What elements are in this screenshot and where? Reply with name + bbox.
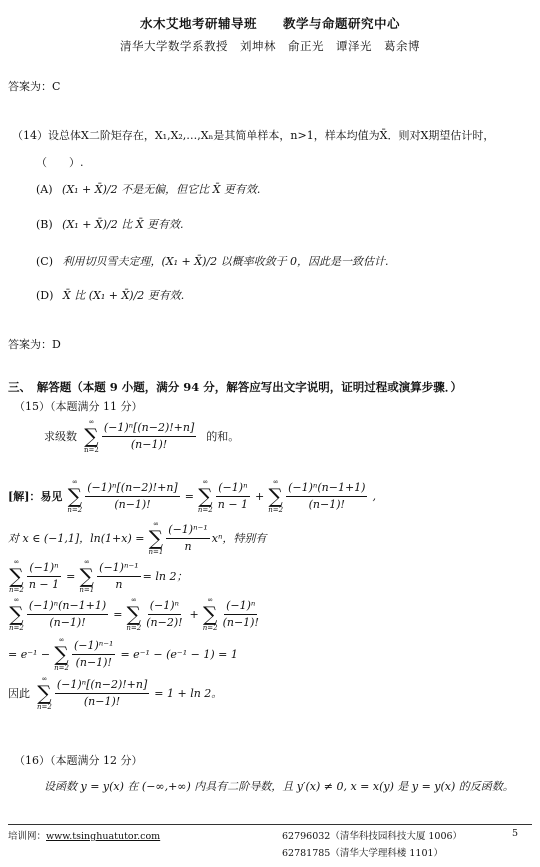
summation-symbol: ∞ ∑ n=2 [84,418,99,454]
q14-option-b [36,216,184,232]
q16-label: （16）（本题满分 12 分） [14,754,143,767]
summation-symbol: ∞ ∑ n=2 [37,675,52,711]
q15-solution-line-2 [8,520,266,556]
conclusion-result: = 1 + ln 2。 [154,687,223,700]
option-text: X̄ 比 (X₁ + X̄)/2 更有效. [62,289,185,302]
fraction: $\frac{\text{(−1)ⁿ}}{n - 1}$ [28,560,60,591]
summation-symbol: ∞ ∑ n=2 [268,478,284,514]
footer-phone-1: 62796032（清华科技园科技大厦 1006） [282,831,463,842]
sum-upper: ∞ [88,418,95,426]
answer-13: 答案为：C [8,80,61,93]
line-2-suffix: xⁿ，特别有 [211,532,267,545]
fraction: $\frac{\text{(−1)ⁿ}}{(n-1)!}$ [222,598,259,629]
fraction: $\frac{\text{(−1)ⁿ}}{(n-2)!}$ [146,598,183,629]
summation-symbol: ∞ ∑ n=2 [9,558,24,594]
q14-option-c [36,253,389,269]
option-label: (B) [36,218,53,231]
fraction: $\frac{\text{(−1)ⁿ(n−1+1)}}{(n-1)!}$ [288,480,366,511]
line-3-result: = ln 2； [142,570,188,583]
fraction: $\frac{\text{(−1)ⁿ[(n−2)!+n]}}{(n-1)!}$ [87,480,178,511]
conclusion-prefix: 因此 [8,687,30,700]
sum-lower: n=2 [84,446,99,454]
option-text: 利用切贝雪夫定理，(X₁ + X̄)/2 以概率收敛于 0，因此是一致估计. [62,255,389,268]
footer-site [8,828,160,842]
q15-solution-line-5 [8,636,238,672]
fraction: $\frac{\text{(−1)ⁿ⁻¹}}{(n-1)!}$ [73,638,114,669]
option-text: (X₁ + X̄)/2 比 X̄ 更有效. [62,218,184,231]
option-text: (X₁ + X̄)/2 不是无偏，但它比 X̄ 更有效. [62,183,261,196]
q15-question [44,418,239,454]
footer-phone-2: 62781785（清华大学理科楼 1101） [282,848,444,859]
summation-symbol: ∞ ∑ n=2 [126,596,142,632]
denominator: (n−1)! [130,437,168,451]
option-label: (A) [36,183,53,196]
line-5-prefix: = e⁻¹ − [8,647,51,661]
option-label: (C) [36,255,53,268]
summation-symbol: ∞ ∑ n=2 [9,596,24,632]
q15-solution-line-3: ∞ ∑ n=2 $\frac{\text{(−1)ⁿ}}{n - 1}$ = ∞ ∑ n=1 $\frac{\text{(−1)ⁿ⁻¹}}{n}$ = ln 2； [9,558,188,594]
summation-symbol: ∞ ∑ n=2 [202,596,218,632]
q15-fraction [102,421,196,452]
fraction: $\frac{\text{(−1)ⁿ⁻¹}}{n}$ [99,560,139,591]
site-label: 培训网： [8,831,47,842]
q15-solution-line-4: ∞ ∑ n=2 $\frac{\text{(−1)ⁿ(n−1+1)}}{(n-1)!}$ = ∞ ∑ n=2 $\frac{\text{(−1)ⁿ}}{(n-2)!}$ + ∞ ∑ n=2 $\frac{\text{(−1)ⁿ}}{(n-1)!}$ [9,596,259,632]
page-number: 5 [512,828,519,839]
q15-solution-line-1: [解]：易见 ∞ ∑ n=2 $\frac{\text{(−1)ⁿ[(n−2)!+n]}}{(n-1)!}$ = ∞ ∑ n=2 $\frac{\text{(−1)ⁿ}}{n - 1}$ + ∞ ∑ n=2 $\frac{\text{(−1)ⁿ(n−1+1)}}{(n-1)!}$ , [8,478,376,514]
summation-symbol: ∞ ∑ n=1 [79,558,95,594]
q15-ask-prefix: 求级数 [44,430,77,443]
q16-text: 设函数 y = y(x) 在 (−∞,+∞) 内具有二阶导数，且 y′(x) ≠ 0, x = x(y) 是 y = y(x) 的反函数。 [44,780,514,793]
option-label: (D) [36,289,54,302]
section-3-heading: 三、 解答题（本题 9 小题，满分 94 分，解答应写出文字说明，证明过程或演算步骤．） [8,380,463,394]
line-5-result: = e⁻¹ − (e⁻¹ − 1) = 1 [120,647,238,661]
header-authors: 清华大学数学系教授 刘坤林 俞正光 谭泽光 葛余博 [120,39,420,53]
fraction: $\frac{\text{(−1)ⁿ(n−1+1)}}{(n-1)!}$ [28,598,107,629]
summation-symbol: ∞ ∑ n=2 [54,636,69,672]
header-title: 水木艾地考研辅导班 教学与命题研究中心 [139,16,400,31]
q15-label: （15）（本题满分 11 分） [14,400,143,413]
q14-blank: （ ）. [36,156,84,169]
q14-option-a [36,181,260,197]
summation-symbol: ∞ ∑ n=2 [67,478,83,514]
line-2-prefix: 对 x ∈ (−1,1]，ln(1+x) = [8,532,145,545]
answer-14: 答案为：D [8,338,61,351]
summation-symbol: ∞ ∑ n=2 [197,478,213,514]
footer-rule [8,824,532,825]
fraction: $\frac{\text{(−1)ⁿ⁻¹}}{n}$ [168,522,208,553]
q14-option-d [36,287,184,303]
q14-stem: （14）设总体X二阶矩存在，X₁,X₂,…,Xₙ是其简单样本，n>1，样本均值为X̄．则对X期望估计时， [12,129,495,142]
numerator: (−1)ⁿ[(n−2)!+n] [102,421,196,437]
site-link[interactable]: www.tsinghuatutor.com [46,831,161,842]
summation-symbol: ∞ ∑ n=1 [148,520,164,556]
q15-ask-suffix: 的和。 [206,430,240,443]
fraction: $\frac{\text{(−1)ⁿ[(n−2)!+n]}}{(n-1)!}$ [56,677,148,708]
solution-prefix: [解]：易见 [8,490,63,503]
fraction: $\frac{\text{(−1)ⁿ}}{n - 1}$ [217,480,249,511]
q15-conclusion [8,675,222,711]
